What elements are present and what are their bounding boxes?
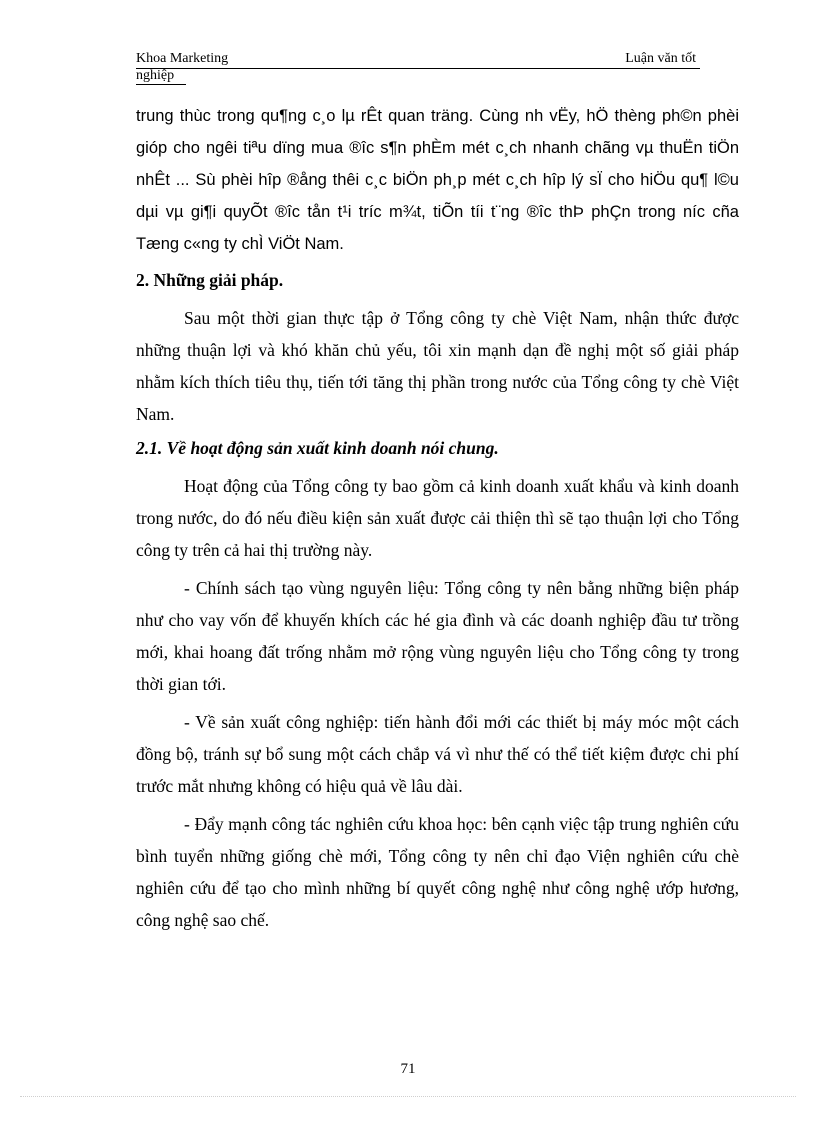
- header-faculty: Khoa Marketing: [136, 51, 229, 66]
- paragraph: - Đẩy mạnh công tác nghiên cứu khoa học: bên cạnh việc tập trung nghiên cứu bình tuyển những giống chè mới, Tổng công ty nên chỉ đạo Viện nghiên cứu chè nghiên cứu để tạo cho mình những bí quyết công nghệ như công nghệ ướp hương, công nghệ sao chế.: [136, 814, 739, 930]
- header-thesis-label: Luận văn tốt: [625, 51, 696, 66]
- paragraph: Hoạt động của Tổng công ty bao gồm cả kinh doanh xuất khẩu và kinh doanh trong nước, do đó nếu điều kiện sản xuất được cải thiện thì sẽ tạo thuận lợi cho Tổng công ty trên cả hai thị trường này.: [136, 476, 739, 560]
- subsection-heading: 2.1. Về hoạt động sản xuất kinh doanh nói chung.: [136, 438, 499, 458]
- page-number: 71: [400, 1061, 416, 1077]
- header-continuation: nghiệp: [136, 68, 186, 85]
- paragraph-intro: Sau một thời gian thực tập ở Tổng công ty chè Việt Nam, nhận thức được những thuận lợi và khó khăn chủ yếu, tôi xin mạnh dạn đề nghị một số giải pháp nhằm kích thích tiêu thụ, tiến tới tăng thị phần trong nước của Tổng công ty chè Việt Nam.: [136, 308, 739, 424]
- garbled-paragraph: trung thùc trong qu¶ng c¸o lµ rÊt quan träng. Cùng nh vËy, hÖ thèng ph©n phèi gióp cho ngêi tiªu dïng mua ®îc s¶n phÈm mét c¸ch nhanh chãng vµ thuËn tiÖn nhÊt ... Sù phèi hîp ®ång thêi c¸c biÖn ph¸p mét c¸ch hîp lý sÏ cho hiÖu qu¶ l©u dµi vµ gi¶i quyÕt ®îc tån t¹i tríc m¾t, tiÕn tíi t¨ng ®îc thÞ phÇn trong níc cña Tæng c«ng ty chÌ ViÖt Nam.: [136, 107, 739, 253]
- page-header: [136, 50, 700, 69]
- paragraph: - Chính sách tạo vùng nguyên liệu: Tổng công ty nên bằng những biện pháp như cho vay vốn để khuyến khích các hé gia đình và các doanh nghiệp đầu tư trồng mới, khai hoang đất trống nhằm mở rộng vùng nguyên liệu cho Tổng công ty trong thời gian tới.: [136, 578, 739, 694]
- body-text: [136, 100, 739, 936]
- paragraph: - Về sản xuất công nghiệp: tiến hành đổi mới các thiết bị máy móc một cách đồng bộ, tránh sự bổ sung một cách chắp vá vì như thế có thể tiết kiệm được chi phí trước mắt nhưng không có hiệu quả về lâu dài.: [136, 712, 739, 796]
- section-heading: 2. Những giải pháp.: [136, 270, 284, 290]
- page-bottom-divider: [20, 1096, 796, 1097]
